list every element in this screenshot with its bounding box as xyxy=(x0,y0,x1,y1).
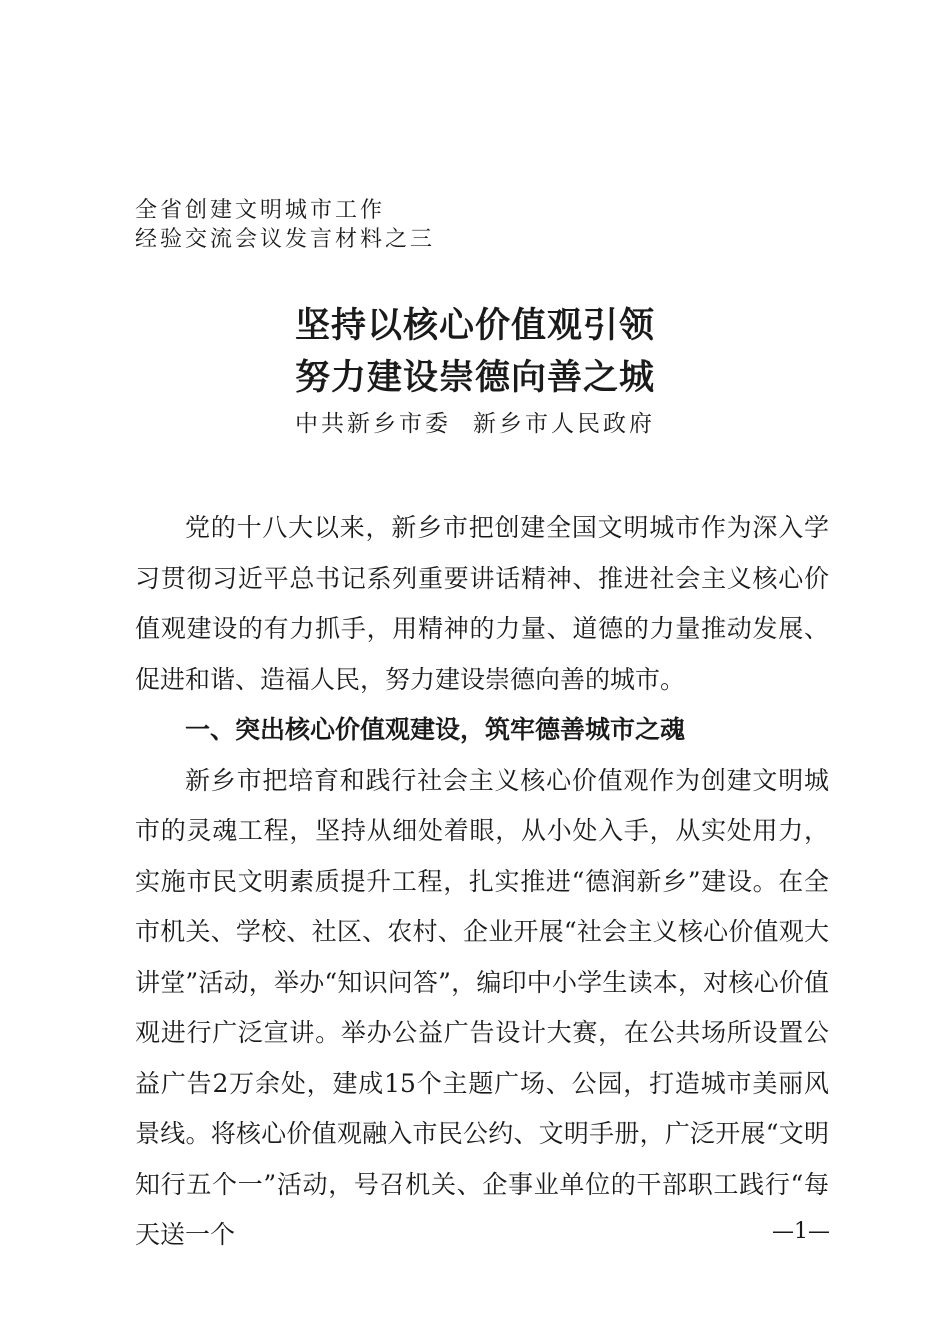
title-line-1: 坚持以核心价值观引领 xyxy=(294,305,655,346)
body-paragraph-1: 党的十八大以来，新乡市把创建全国文明城市作为深入学习贯彻习近平总书记系列重要讲话精神、推进社会主义核心价值观建设的有力抓手，用精神的力量、道德的力量推动发展、促进和谐、造福人民，努力建设崇德向善的城市。 xyxy=(135,513,829,694)
document-title xyxy=(0,300,950,404)
body-paragraph-2: 新乡市把培育和践行社会主义核心价值观作为创建文明城市的灵魂工程，坚持从细处着眼，从小处入手，从实处用力，实施市民文明素质提升工程，扎实推进“德润新乡”建设。在全市机关、学校、社区、农村、企业开展“社会主义核心价值观大讲堂”活动，举办“知识问答”，编印中小学生读本，对核心价值观进行广泛宣讲。举办公益广告设计大赛，在公共场所设置公益广告2万余处，建成15个主题广场、公园，打造城市美丽风景线。将核心价值观融入市民公约、文明手册，广泛开展“文明知行五个一”活动，号召机关、企事业单位的干部职工践行“每天送一个 xyxy=(135,765,829,1249)
title-line-2: 努力建设崇德向善之城 xyxy=(294,357,655,398)
document-body xyxy=(135,503,829,1261)
document-authors xyxy=(0,409,950,439)
caption-line-2: 经验交流会议发言材料之三 xyxy=(135,227,436,252)
author-party-committee: 中共新乡市委 xyxy=(295,411,451,437)
document-caption xyxy=(135,196,435,254)
section-heading-1: 一、突出核心价值观建设，筑牢德善城市之魂 xyxy=(185,715,686,744)
caption-line-1: 全省创建文明城市工作 xyxy=(135,198,386,223)
author-city-government: 新乡市人民政府 xyxy=(473,411,655,437)
page-number: —1— xyxy=(772,1219,830,1244)
